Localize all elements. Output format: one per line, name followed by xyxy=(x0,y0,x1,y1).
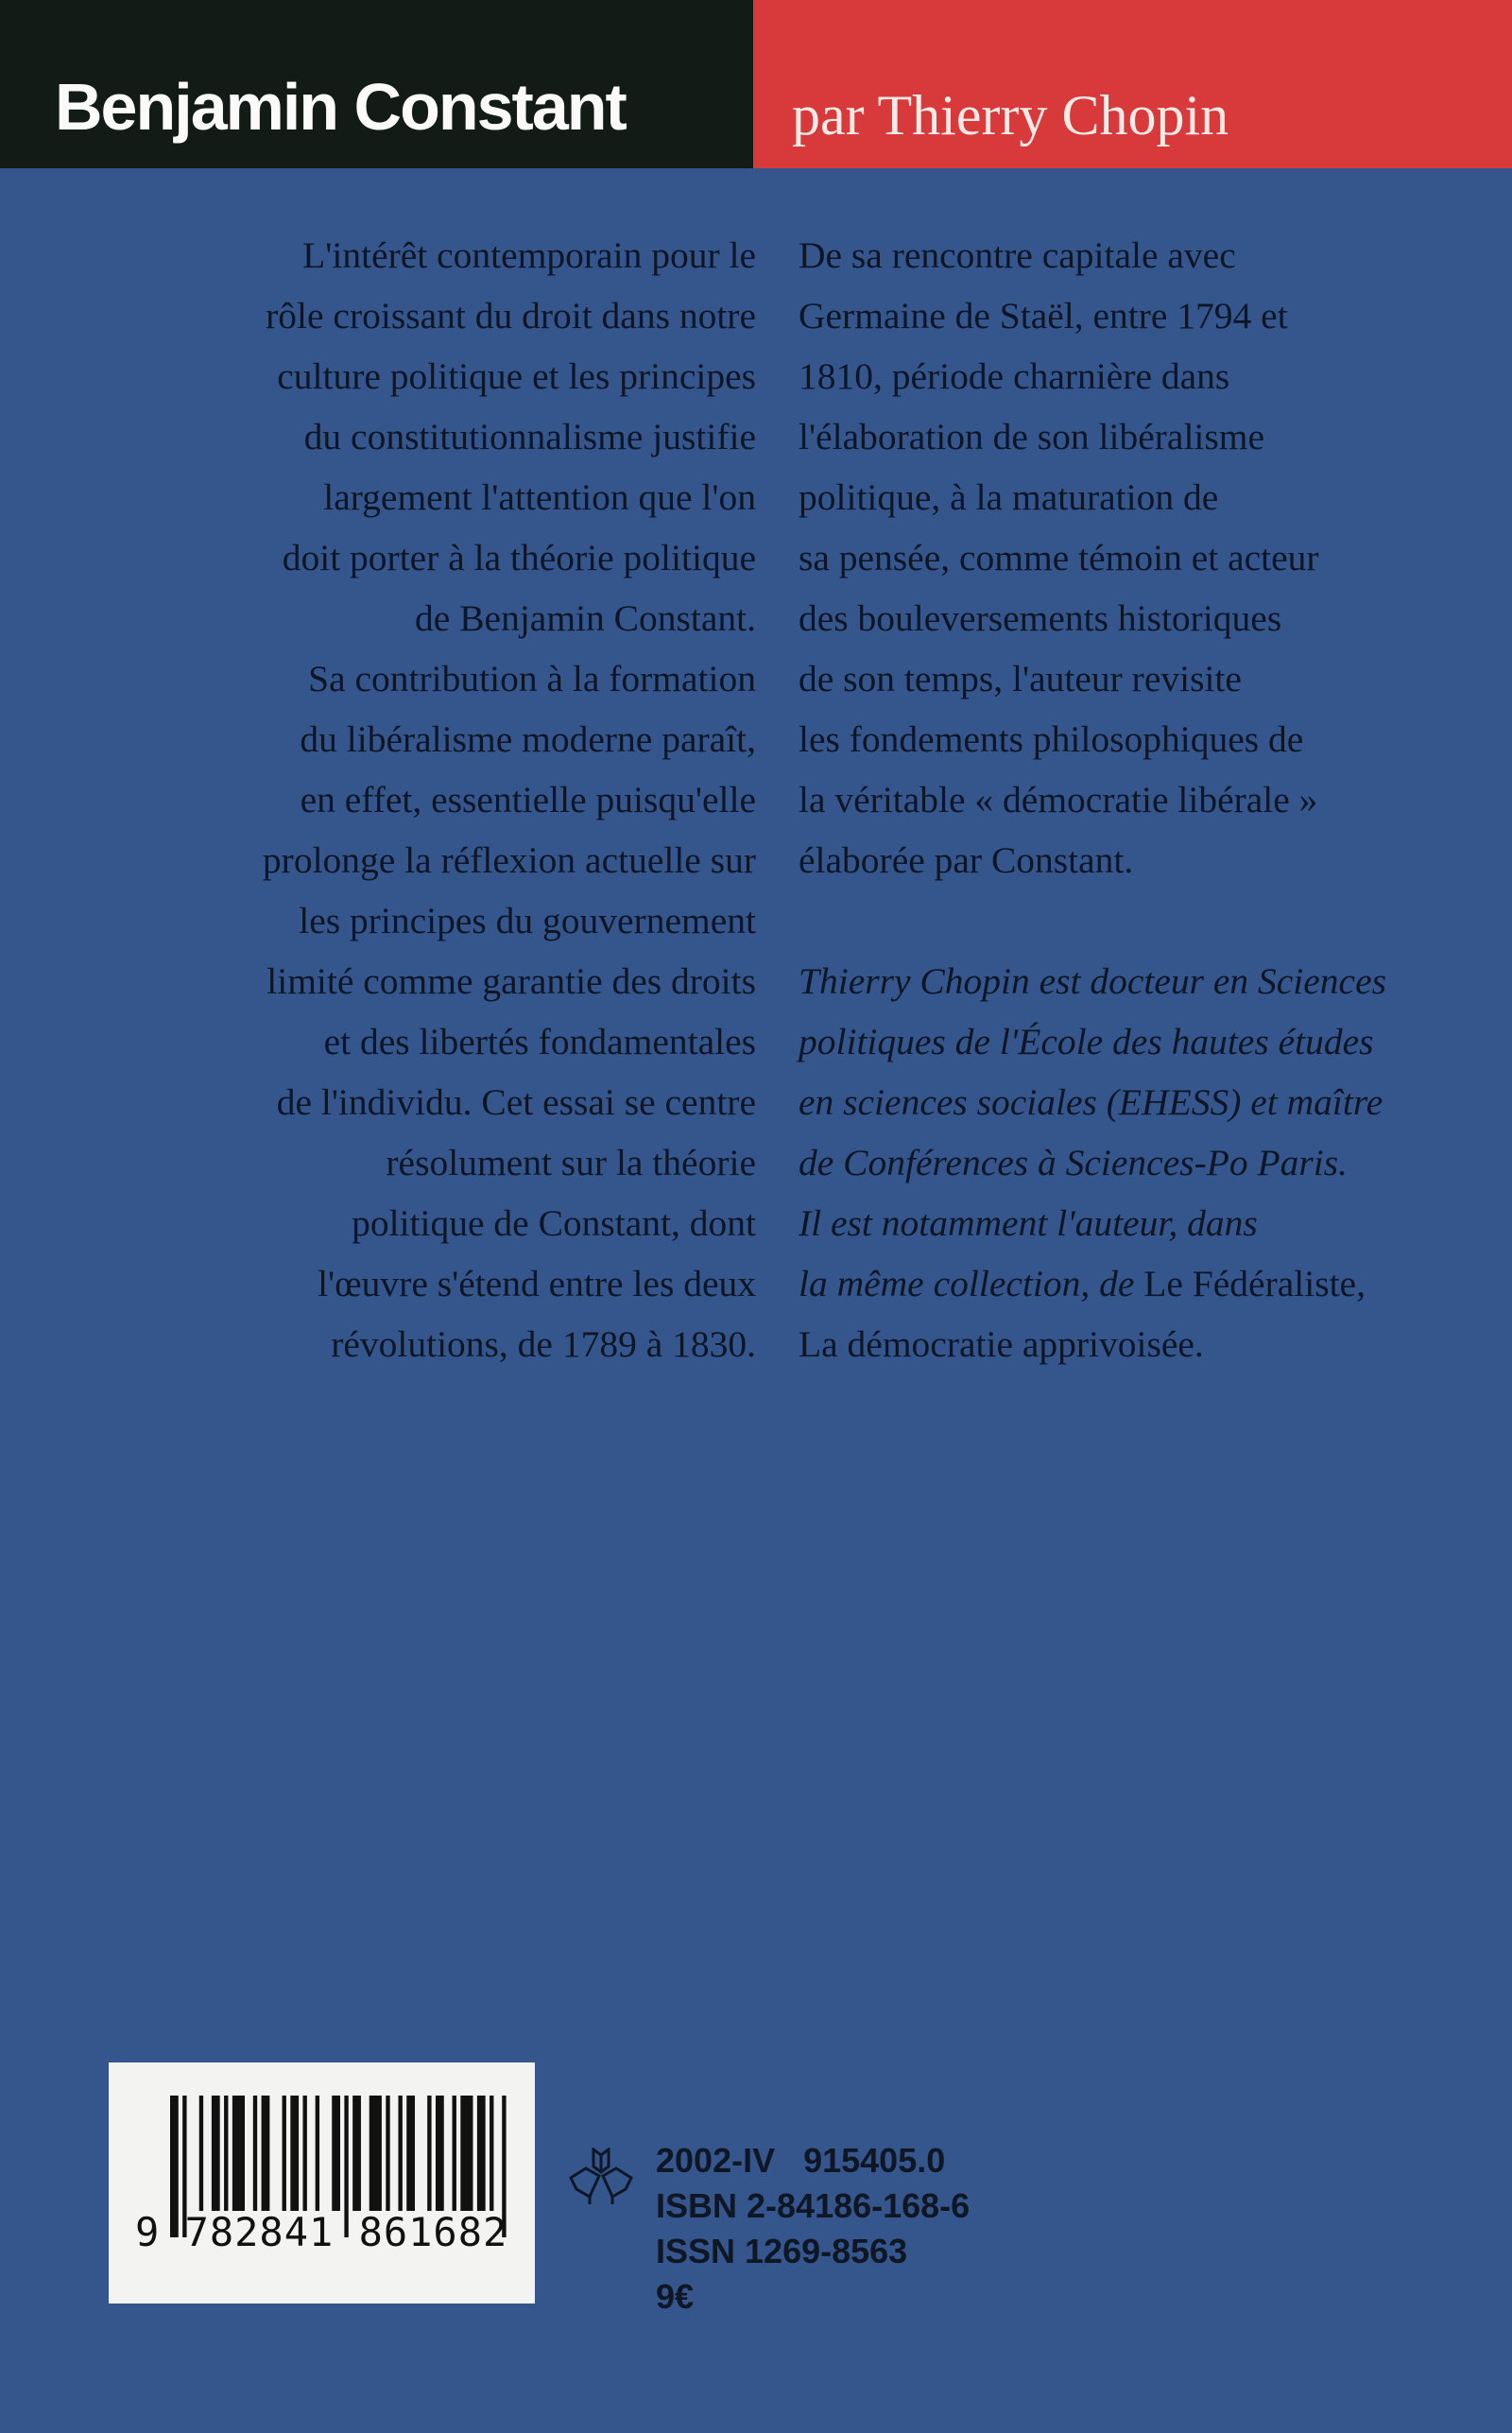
text-line: du constitutionnalisme justifie xyxy=(303,416,756,457)
text-line: des bouleversements historiques xyxy=(799,597,1282,639)
text-line: les principes du gouvernement xyxy=(299,900,756,941)
text-line: du libéralisme moderne paraît, xyxy=(300,718,756,760)
barcode-bar xyxy=(232,2096,245,2211)
text-line: de son temps, l'auteur revisite xyxy=(799,658,1242,699)
description-right-column xyxy=(799,225,1460,1374)
publisher-book-logo-icon xyxy=(567,2148,635,2206)
isbn: ISBN 2-84186-168-6 xyxy=(656,2186,971,2225)
barcode-bar xyxy=(199,2096,203,2211)
author-bio xyxy=(799,951,1460,1253)
text-line: en sciences sociales (EHESS) et maître xyxy=(799,1081,1383,1123)
barcode-bar xyxy=(453,2096,456,2211)
barcode-bar xyxy=(369,2096,382,2211)
text-line: politiques de l'École des hautes études xyxy=(799,1021,1374,1062)
text-line: limité comme garantie des droits xyxy=(266,960,756,1002)
text-line: Il est notamment l'auteur, dans xyxy=(799,1202,1258,1244)
text-line: l'élaboration de son libéralisme xyxy=(799,416,1265,457)
text-line: doit porter à la théorie politique xyxy=(282,537,756,578)
barcode-bar xyxy=(316,2096,319,2211)
description-left-column xyxy=(142,225,756,1374)
text-line: largement l'attention que l'on xyxy=(323,476,756,518)
text-line: sa pensée, comme témoin et acteur xyxy=(799,537,1319,578)
text-line: de l'individu. Cet essai se centre xyxy=(276,1081,756,1123)
text-line: Germaine de Staël, entre 1794 et xyxy=(799,295,1288,336)
author-bio-line xyxy=(799,1253,1460,1314)
text-line: De sa rencontre capitale avec xyxy=(799,234,1236,276)
barcode-bar xyxy=(490,2096,493,2211)
book-reference: Le Fédéraliste, xyxy=(1134,1263,1366,1304)
text-line: culture politique et les principes xyxy=(277,355,756,397)
barcode-bar xyxy=(352,2096,361,2211)
text-line: élaborée par Constant. xyxy=(799,839,1134,881)
barcode-bar xyxy=(262,2096,270,2211)
book-author: par Thierry Chopin xyxy=(792,84,1229,147)
edition-code: 2002-IV 915405.0 xyxy=(656,2141,946,2180)
barcode xyxy=(109,2062,535,2304)
issn: ISSN 1269-8563 xyxy=(656,2232,908,2270)
publication-info xyxy=(656,2138,970,2320)
barcode-bar xyxy=(436,2096,444,2211)
barcode-bar xyxy=(477,2096,486,2211)
text-line: 1810, période charnière dans xyxy=(799,355,1230,397)
text-line: L'intérêt contemporain pour le xyxy=(302,234,756,276)
text-line: et des libertés fondamentales xyxy=(323,1021,756,1062)
text-line: la véritable « démocratie libérale » xyxy=(799,779,1318,820)
barcode-bar xyxy=(406,2096,415,2211)
barcode-bar xyxy=(332,2096,340,2211)
barcode-bar xyxy=(386,2096,389,2211)
barcode-bar xyxy=(253,2096,257,2211)
price: 9€ xyxy=(656,2277,695,2316)
barcode-bar xyxy=(398,2096,402,2211)
book-title: Benjamin Constant xyxy=(55,70,626,144)
text-line: résolument sur la théorie xyxy=(386,1142,756,1183)
text-line: politique de Constant, dont xyxy=(352,1202,756,1244)
bio-italic-text: la même collection, de xyxy=(799,1263,1135,1304)
text-line: rôle croissant du droit dans notre xyxy=(266,295,756,336)
barcode-bar xyxy=(290,2096,299,2211)
barcode-bar xyxy=(302,2096,306,2211)
text-line: politique, à la maturation de xyxy=(799,476,1219,518)
barcode-bar xyxy=(427,2096,431,2211)
text-line: Thierry Chopin est docteur en Sciences xyxy=(799,960,1386,1002)
barcode-bar xyxy=(212,2096,220,2211)
book-reference-line: La démocratie apprivoisée. xyxy=(799,1323,1204,1365)
text-line: de Conférences à Sciences-Po Paris. xyxy=(799,1142,1348,1183)
text-line: les fondements philosophiques de xyxy=(799,718,1304,760)
text-line: en effet, essentielle puisqu'elle xyxy=(300,779,756,820)
text-line: prolonge la réflexion actuelle sur xyxy=(262,839,756,881)
barcode-bar xyxy=(224,2096,228,2211)
barcode-bar xyxy=(283,2096,286,2211)
text-line: révolutions, de 1789 à 1830. xyxy=(331,1323,756,1365)
text-line: l'œuvre s'étend entre les deux xyxy=(318,1263,756,1304)
barcode-bar xyxy=(460,2096,472,2211)
text-line: de Benjamin Constant. xyxy=(415,597,756,639)
text-line: Sa contribution à la formation xyxy=(308,658,756,699)
barcode-number: 9 782841 861682 xyxy=(135,2209,508,2255)
